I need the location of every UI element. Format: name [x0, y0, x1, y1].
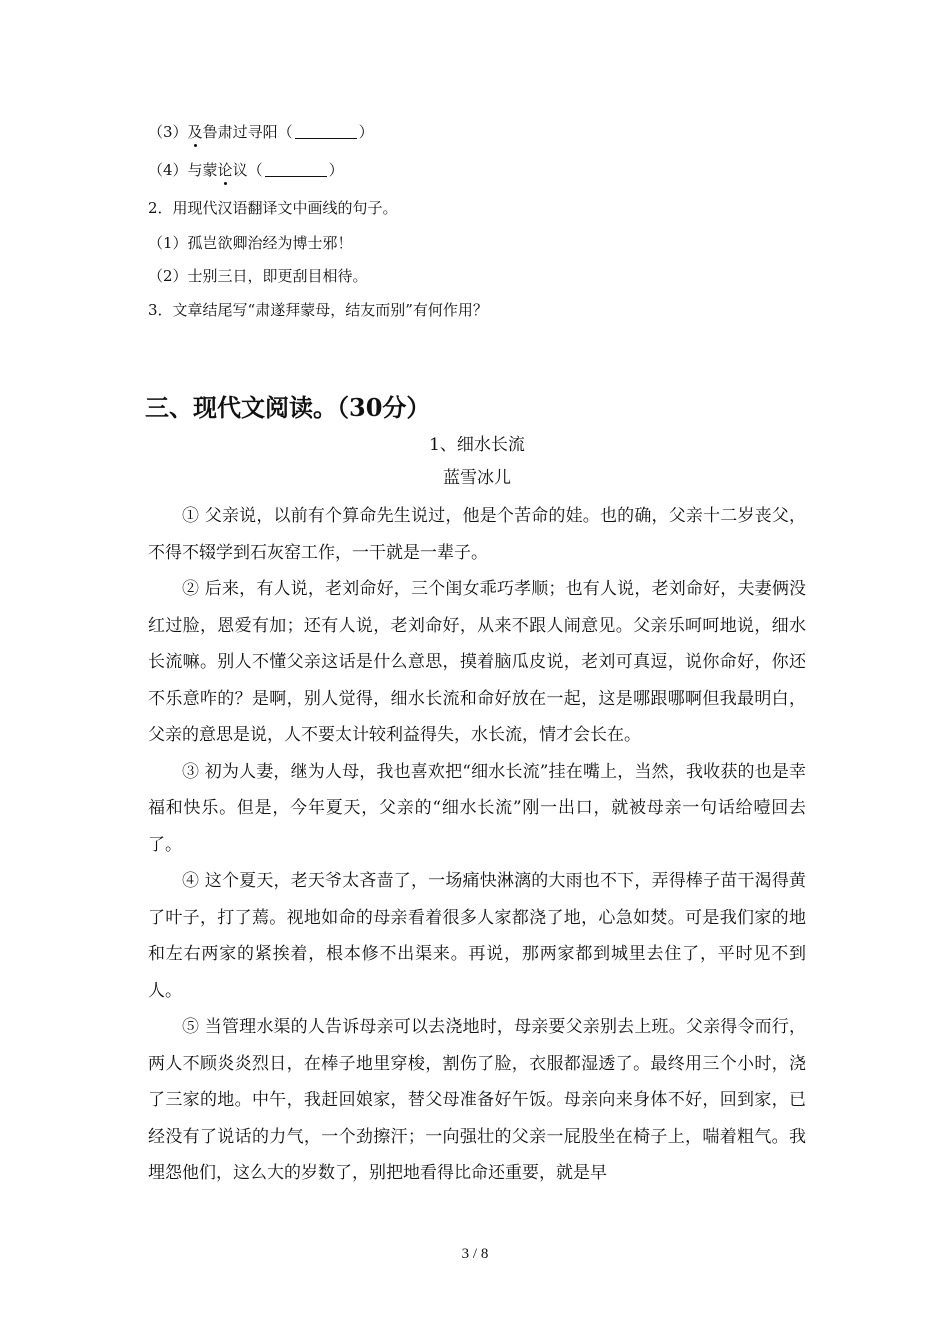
- q1-3-text: 鲁肃过寻阳（: [202, 123, 293, 141]
- question-2-1: （1）孤岂欲卿治经为博士邪！: [148, 234, 353, 252]
- question-2: 2．用现代汉语翻译文中画线的句子。: [148, 199, 398, 217]
- article-paragraph-4: ④ 这个夏天，老天爷太吝啬了，一场痛快淋漓的大雨也不下，弄得棒子苗干渴得黄了叶子，打了蔫。视地如命的母亲看着很多人家都浇了地，心急如焚。可是我们家的地和左右两家的紧挨着，根本修不出渠来。再说，那两家都到城里去住了，平时见不到人。: [148, 871, 806, 1001]
- article-heading: 1、细水长流: [429, 435, 525, 455]
- q1-4-dotted-char: 论: [217, 161, 233, 179]
- article-paragraph-1: ① 父亲说，以前有个算命先生说过，他是个苦命的娃。也的确，父亲十二岁丧父，不得不辍学到石灰窑工作，一干就是一辈子。: [148, 506, 806, 563]
- section-title: 三、现代文阅读。（30分）: [145, 393, 431, 422]
- page-number: 3 / 8: [461, 1246, 489, 1262]
- q1-4-close: ）: [328, 161, 344, 179]
- q1-3-dotted-char: 及: [187, 123, 203, 141]
- q1-3-number: （3）: [148, 123, 188, 141]
- question-1-4: [148, 160, 344, 180]
- q1-3-answer-blank[interactable]: [295, 124, 357, 139]
- q1-4-text-rest: 议（: [232, 161, 263, 179]
- question-2-2: （2）士别三日，即更刮目相待。: [148, 267, 368, 285]
- q1-4-answer-blank[interactable]: [265, 162, 327, 177]
- article-paragraph-2: ② 后来，有人说，老刘命好，三个闺女乖巧孝顺；也有人说，老刘命好，夫妻俩没红过脸，恩爱有加；还有人说，老刘命好，从来不跟人闹意见。父亲乐呵呵地说，细水长流嘛。别人不懂父亲这话是什么意思，摸着脑瓜皮说，老刘可真逗，说你命好，你还不乐意咋的？是啊，别人觉得，细水长流和命好放在一起，这是哪跟哪啊但我最明白，父亲的意思是说，人不要太计较利益得失，水长流，情才会长在。: [148, 579, 806, 745]
- article-paragraph-5: ⑤ 当管理水渠的人告诉母亲可以去浇地时，母亲要父亲别去上班。父亲得令而行，两人不顾炎炎烈日，在棒子地里穿梭，割伤了脸，衣服都湿透了。最终用三个小时，浇了三家的地。中午，我赶回娘家，替父母准备好午饭。母亲向来身体不好，回到家，已经没有了说话的力气，一个劲擦汗；一向强壮的父亲一屁股坐在椅子上，喘着粗气。我埋怨他们，这么大的岁数了，别把地看得比命还重要，就是早: [148, 1017, 806, 1183]
- q1-3-close: ）: [358, 123, 374, 141]
- question-1-3: [148, 122, 374, 142]
- article-body: [148, 498, 806, 1192]
- article-paragraph-3: ③ 初为人妻，继为人母，我也喜欢把“细水长流”挂在嘴上，当然，我收获的也是幸福和快乐。但是，今年夏天，父亲的“细水长流”刚一出口，就被母亲一句话给噎回去了。: [148, 761, 806, 855]
- q1-4-text: （4）与蒙: [148, 161, 218, 179]
- article-author: 蓝雪冰儿: [443, 468, 511, 488]
- question-3: 3．文章结尾写“肃遂拜蒙母，结友而别”有何作用？: [148, 301, 488, 319]
